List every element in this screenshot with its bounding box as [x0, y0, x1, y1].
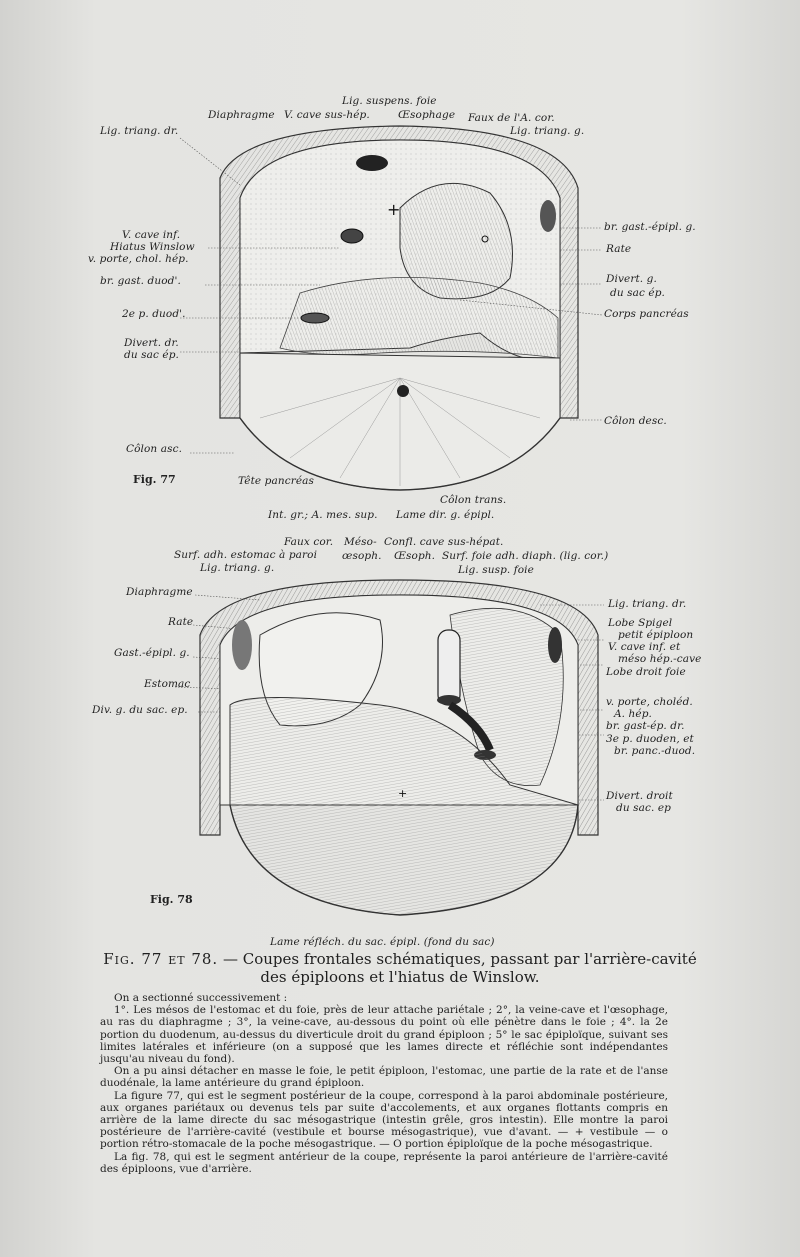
figure-78-drawing: [180, 575, 620, 935]
paragraph: On a sectionné successivement :: [114, 992, 288, 1004]
fig77-label: Faux de l'A. cor.: [468, 112, 555, 124]
fig77-label: Rate: [606, 243, 632, 255]
fig77-label: Hiatus Winslow: [110, 241, 195, 253]
caption-dash: —: [218, 950, 243, 968]
fig77-label: Lig. suspens. foie: [342, 95, 437, 107]
fig77-label: Côlon desc.: [604, 415, 667, 427]
fig78-label: Lig. susp. foie: [458, 564, 534, 576]
fig77-label: Côlon trans.: [440, 494, 507, 506]
paragraph: La fig. 78, qui est le segment antérieur de la coupe, représente la paroi antérieure de l'arrière-cavité des épiploons, vue d'arrière.: [100, 1150, 668, 1175]
fig78-label: Div. g. du sac. ep.: [92, 704, 188, 716]
fig78-label: du sac. ep: [616, 802, 671, 814]
figure-77-drawing: [180, 118, 620, 503]
fig77-label: Divert. dr.: [124, 337, 179, 349]
fig78-label: br. panc.-duod.: [614, 745, 696, 757]
fig78-label: Faux cor.: [284, 536, 334, 548]
fig78-label: Méso-: [344, 536, 377, 548]
fig78-label: Confl. cave sus-hépat.: [384, 536, 504, 548]
figure-77-illustration: [180, 118, 620, 503]
fig77-label: Lig. triang. dr.: [100, 125, 179, 137]
fig77-label: Int. gr.; A. mes. sup.: [268, 509, 378, 521]
fig78-label: Lame réfléch. du sac. épipl. (fond du sac): [270, 936, 495, 948]
paragraph: La figure 77, qui est le segment postérieur de la coupe, correspond à la paroi abdominale postérieure, aux organes pariétaux ou devenus tels par suite d'accolements, et aux organes flottants compris en arrière de la lame directe du sac mésogastrique (intestin grêle, gros intestin). Elle montre la paroi postérieure de l'arrière-cavité (vestibule et bourse mésogastrique), vue d'avant. — + vestibule — o portion rétro-stomacale de la poche mésogastrique. — O portion épiploïque de la poche mésogastrique.: [100, 1089, 668, 1151]
svg-text:+: +: [398, 787, 408, 800]
fig77-label: Diaphragme: [208, 109, 275, 121]
fig78-label: Surf. foie adh. diaph. (lig. cor.): [442, 550, 609, 562]
fig78-label: Lobe Spigel: [608, 617, 673, 629]
fig78-label: Lig. triang. g.: [200, 562, 275, 574]
fig78-label: Rate: [168, 616, 194, 628]
figure-78-illustration: [180, 575, 620, 935]
caption-line-1: [100, 950, 700, 968]
fig77-label: Côlon asc.: [126, 443, 183, 455]
fig77-label: V. cave sus-hép.: [284, 109, 370, 121]
fig77-label: Lame dir. g. épipl.: [396, 509, 495, 521]
fig77-label: Divert. g.: [606, 273, 657, 285]
fig77-label: Tête pancréas: [238, 475, 314, 487]
fig77-label: Lig. triang. g.: [510, 125, 585, 137]
caption-title-2: des épiploons et l'hiatus de Winslow.: [260, 968, 540, 986]
caption-title-1: Coupes frontales schématiques, passant par l'arrière-cavité: [242, 950, 697, 968]
fig78-label: A. hép.: [614, 708, 652, 720]
fig77-label: du sac ép.: [124, 349, 179, 361]
fig77-label: du sac ép.: [610, 287, 665, 299]
fig78-label: Œsoph.: [394, 550, 436, 562]
fig77-label: Corps pancréas: [604, 308, 689, 320]
fig78-label: Diaphragme: [126, 586, 193, 598]
fig78-label: br. gast-ép. dr.: [606, 720, 685, 732]
fig78-label: Lobe droit foie: [606, 666, 686, 678]
fig78-label: V. cave inf. et: [608, 641, 681, 653]
fig78-label: œsoph.: [342, 550, 382, 562]
fig77-label: v. porte, chol. hép.: [88, 253, 189, 265]
figure-caption: [100, 950, 700, 986]
fig78-label: petit épiploon: [618, 629, 694, 641]
svg-text:+: +: [387, 200, 401, 219]
fig78-label: v. porte, choléd.: [606, 696, 693, 708]
paragraph: On a pu ainsi détacher en masse le foie, le petit épiploon, l'estomac, une partie de la rate et de l'anse duodénale, la lame antérieure du grand épiploon.: [100, 1065, 668, 1090]
fig78-label: Surf. adh. estomac à paroi: [174, 549, 318, 561]
figure-77-number: Fig. 77: [133, 473, 176, 486]
caption-figure-ref: Fig. 77 et 78.: [103, 950, 219, 968]
fig78-label: Lig. triang. dr.: [608, 598, 687, 610]
fig78-label: méso hép.-cave: [618, 653, 702, 665]
paragraph: 1°. Les mésos de l'estomac et du foie, près de leur attache pariétale ; 2°, la veine-cave et l'œsophage, au ras du diaphragme ; 3°, la veine-cave, au-dessous du point où elle pénètre dans le foie ; 4°. la 2e portion du duodenum, au-dessus du diverticule droit du grand épiploon ; 5° le sac épiploïque, suivant ses limites latérales et inférieure (on a supposé que les lames directe et réfléchie sont indépendantes jusqu'au niveau du fond).: [100, 1004, 668, 1066]
fig77-label: Œsophage: [398, 109, 456, 121]
fig78-label: Divert. droit: [606, 790, 673, 802]
fig77-label: br. gast. duod'.: [100, 275, 181, 287]
fig77-label: br. gast.-épipl. g.: [604, 221, 696, 233]
body-text: [100, 992, 668, 1175]
fig77-label: 2e p. duod'.: [122, 308, 186, 320]
fig78-label: Estomac: [144, 678, 191, 690]
fig77-label: V. cave inf.: [122, 229, 181, 241]
figure-78-number: Fig. 78: [150, 893, 193, 906]
fig78-label: Gast.-épipl. g.: [114, 647, 190, 659]
fig78-label: 3e p. duoden, et: [606, 733, 694, 745]
